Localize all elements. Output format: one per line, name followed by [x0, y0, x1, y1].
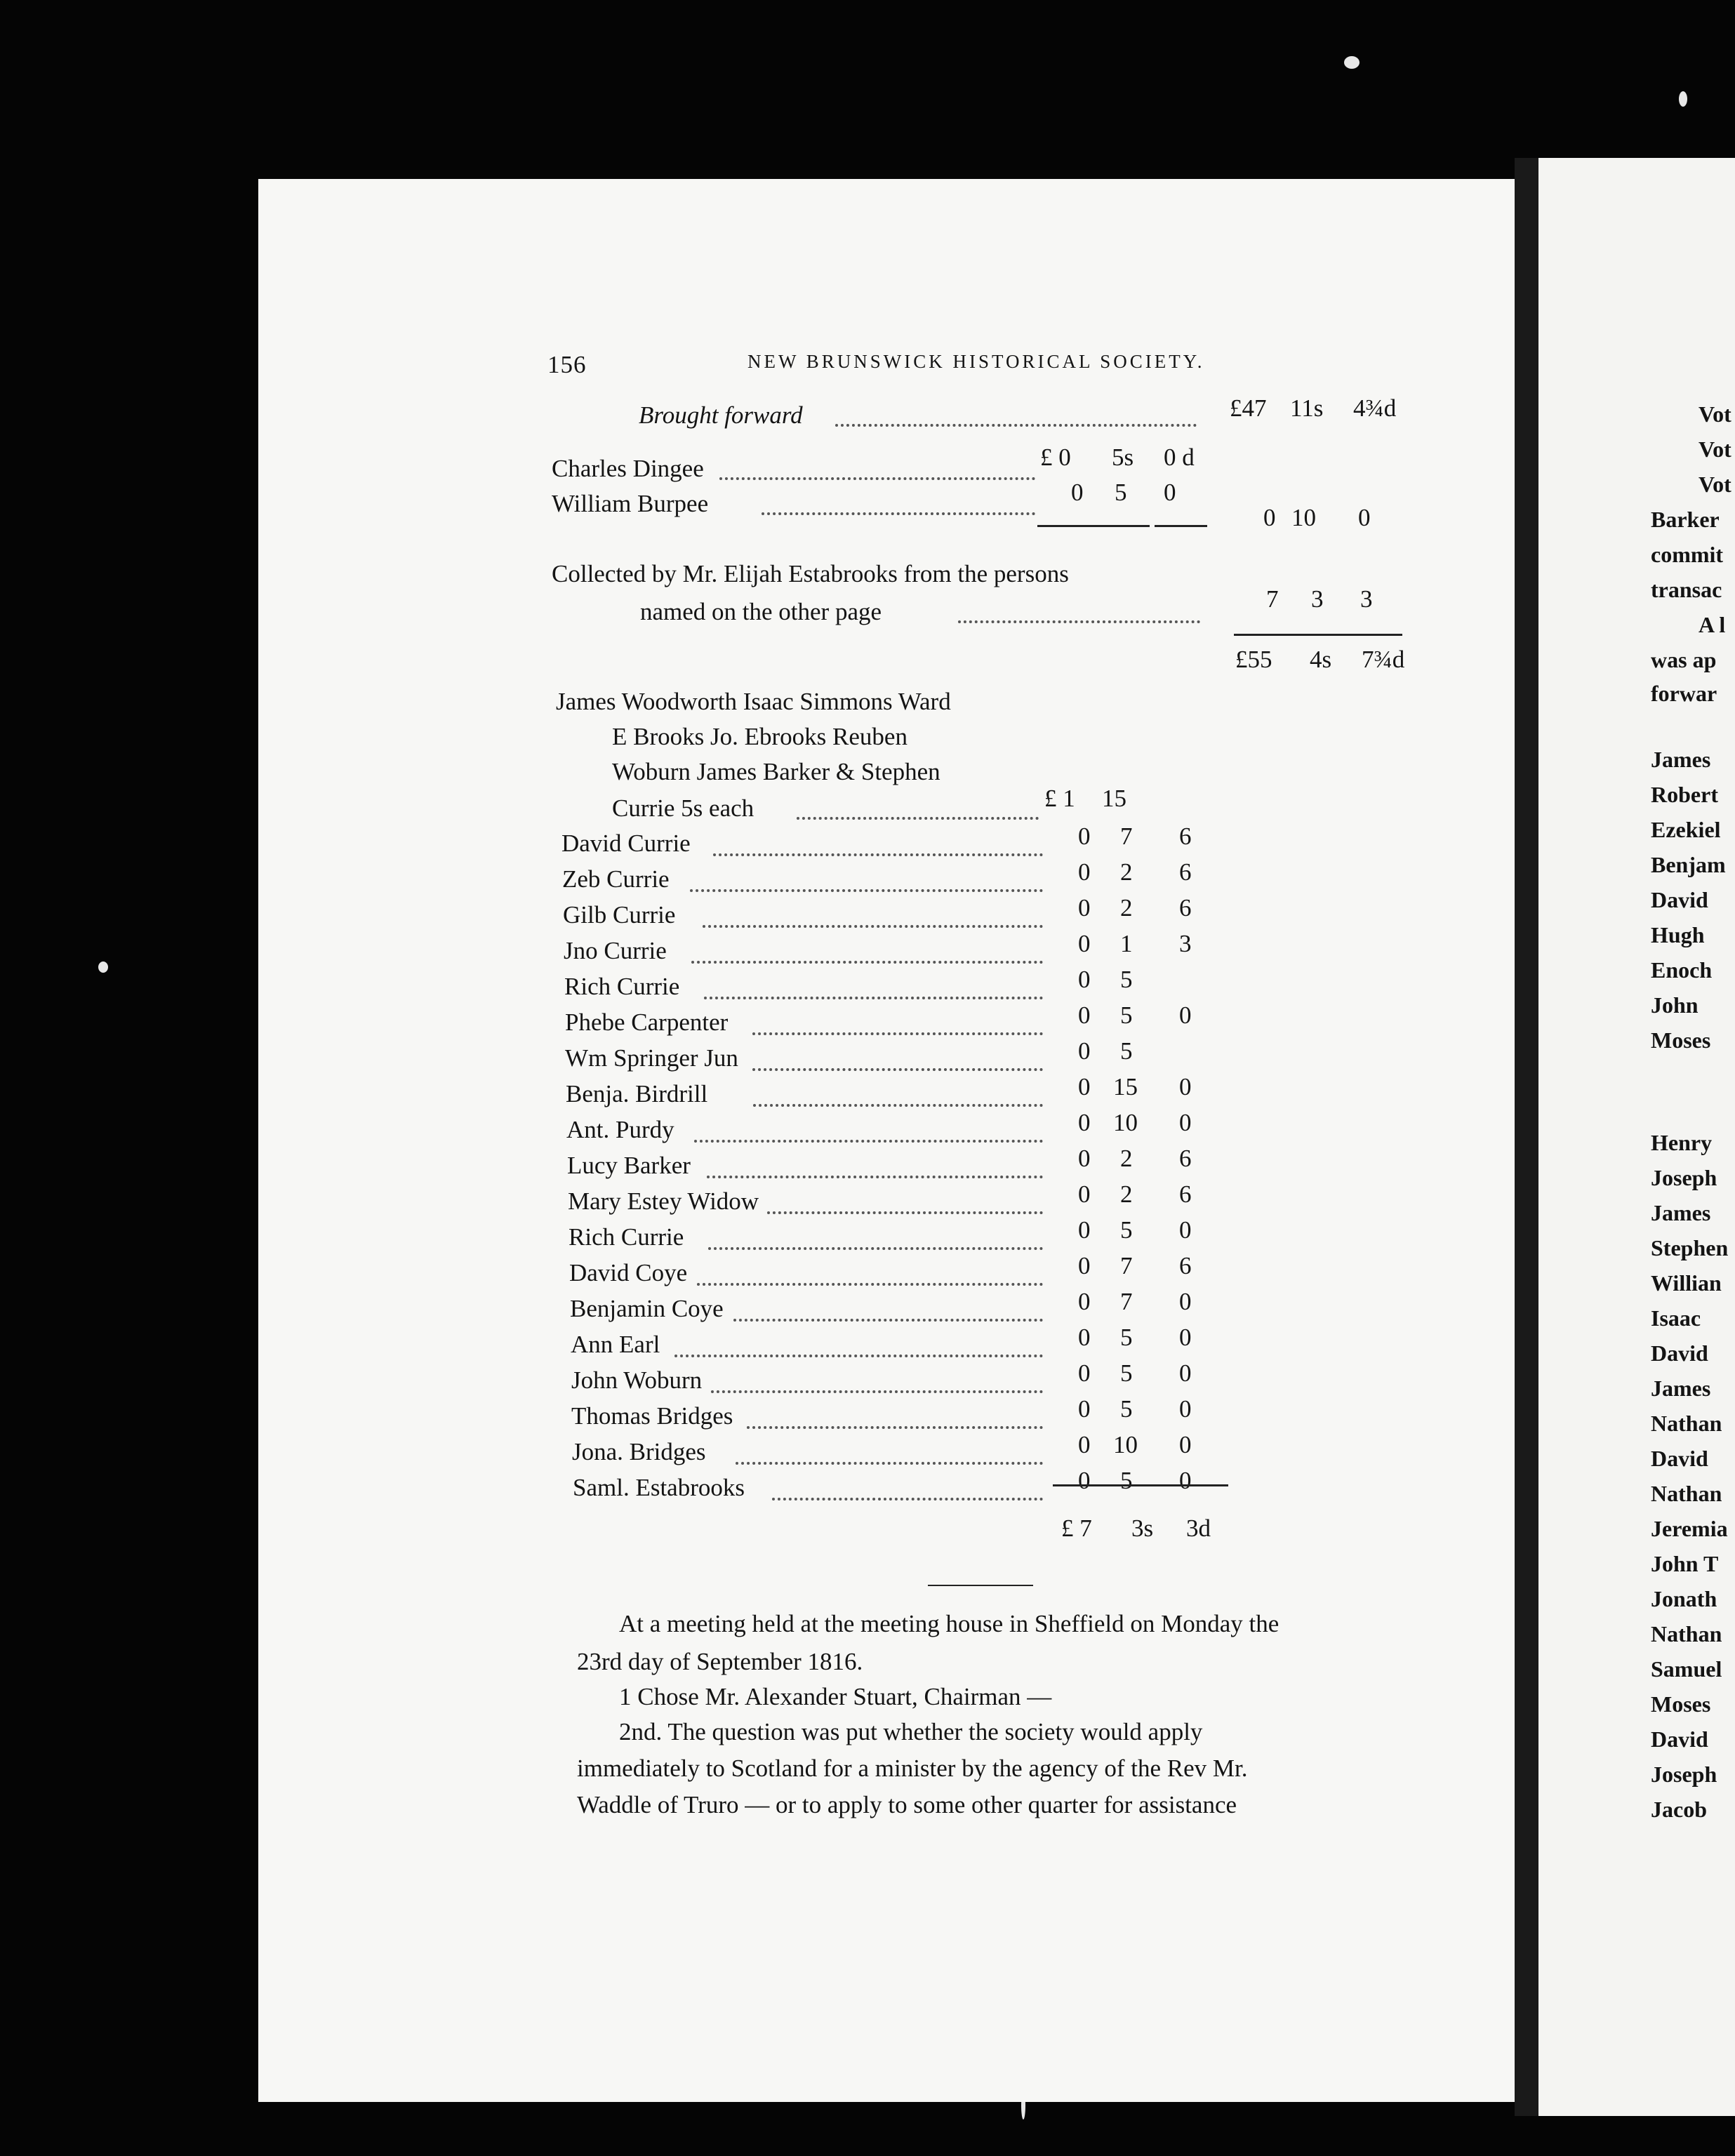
leader-dots: [707, 1176, 1043, 1178]
subscriber-pounds: 0: [1078, 1431, 1091, 1458]
group-shillings: 15: [1102, 785, 1126, 812]
facing-page-line: Isaac: [1651, 1305, 1701, 1331]
total-pounds: £55: [1235, 646, 1272, 673]
subscriber-pence: 6: [1179, 858, 1192, 886]
subscriber-shillings: 5: [1120, 1395, 1133, 1423]
subscriber-pence: 6: [1179, 1145, 1192, 1172]
brought-forward-shillings: 11s: [1290, 394, 1324, 422]
leader-dots: [733, 1319, 1043, 1322]
subscriber-shillings: 7: [1120, 1252, 1133, 1279]
subscriber-shillings: 10: [1113, 1109, 1138, 1136]
facing-page-line: Nathan: [1651, 1411, 1722, 1436]
subscriber-shillings: 2: [1120, 858, 1133, 886]
subscriber-shillings: 2: [1120, 894, 1133, 921]
facing-page-line: David: [1651, 1446, 1708, 1471]
facing-page-line: Willian: [1651, 1270, 1722, 1296]
subscriber-pounds: 0: [1078, 858, 1091, 886]
subscriber-pence: 0: [1179, 1395, 1192, 1423]
subscriber-shillings: 7: [1120, 1288, 1133, 1315]
subscriber-pence: 0: [1179, 1431, 1192, 1458]
facing-page-line: Benjam: [1651, 852, 1726, 877]
facing-page-line: Henry: [1651, 1130, 1713, 1155]
subscriber-shillings: 5: [1120, 1216, 1133, 1244]
subscriber-pence: 0: [1179, 1359, 1192, 1387]
subscriber-name: David Currie: [561, 830, 691, 857]
subtotal-pence: 0: [1358, 504, 1371, 531]
running-title: NEW BRUNSWICK HISTORICAL SOCIETY.: [747, 351, 1205, 372]
subscriber-name: Ann Earl: [571, 1331, 660, 1358]
facing-page-line: David: [1651, 1340, 1708, 1366]
facing-page-line: transac: [1651, 577, 1722, 602]
leader-dots: [719, 477, 1035, 480]
subscriber-pounds: 0: [1078, 1216, 1091, 1244]
facing-page-line: Nathan: [1651, 1621, 1722, 1646]
subscriber-name: Ant. Purdy: [566, 1116, 674, 1143]
summary-row-pence: 0: [1164, 479, 1176, 506]
facing-page-line: Barker: [1651, 507, 1720, 532]
subscriber-shillings: 2: [1120, 1180, 1133, 1208]
leader-dots: [713, 853, 1043, 856]
subscriber-name: Lucy Barker: [567, 1152, 691, 1179]
subscriber-pence: 0: [1179, 1109, 1192, 1136]
subscriber-name: Phebe Carpenter: [565, 1009, 729, 1036]
subscriber-pence: 6: [1179, 1180, 1192, 1208]
subscriber-name: John Woburn: [571, 1366, 703, 1394]
subscriber-shillings: 2: [1120, 1145, 1133, 1172]
scan-speck: [98, 961, 108, 973]
subscriber-name: David Coye: [569, 1259, 688, 1286]
subscriber-shillings: 10: [1113, 1431, 1138, 1458]
facing-page-line: Joseph: [1651, 1165, 1717, 1190]
subscriber-shillings: 7: [1120, 823, 1133, 850]
section-divider: [928, 1585, 1033, 1586]
leader-dots: [797, 817, 1039, 820]
minutes-line: At a meeting held at the meeting house in Sheffield on Monday the: [619, 1610, 1279, 1637]
subscriber-name: Gilb Currie: [563, 901, 676, 929]
subscriber-shillings: 15: [1113, 1073, 1138, 1100]
minutes-line: 2nd. The question was put whether the society would apply: [619, 1718, 1203, 1745]
facing-page-line: James: [1651, 1200, 1711, 1225]
group-line: James Woodworth Isaac Simmons Ward: [556, 688, 951, 715]
leader-dots: [767, 1211, 1043, 1214]
subscriber-shillings: 5: [1120, 1467, 1133, 1494]
facing-page-line: A l: [1699, 612, 1726, 637]
list-total-pounds: £ 7: [1061, 1515, 1092, 1542]
facing-page-line: James: [1651, 1376, 1711, 1401]
subscriber-pounds: 0: [1078, 930, 1091, 957]
facing-page-line: Jonath: [1651, 1586, 1717, 1611]
subscriber-name: Jona. Bridges: [572, 1438, 706, 1465]
subscriber-pounds: 0: [1078, 1467, 1091, 1494]
minutes-line: 23rd day of September 1816.: [577, 1648, 863, 1675]
subscriber-pence: 0: [1179, 1216, 1192, 1244]
facing-page-line: Ezekiel: [1651, 817, 1721, 842]
subscriber-pounds: 0: [1078, 1002, 1091, 1029]
facing-page-line: Moses: [1651, 1691, 1711, 1717]
subscriber-pounds: 0: [1078, 966, 1091, 993]
leader-dots: [711, 1390, 1043, 1393]
subscriber-name: Jno Currie: [564, 937, 667, 964]
subscriber-pounds: 0: [1078, 1324, 1091, 1351]
facing-page-line: Nathan: [1651, 1481, 1722, 1506]
facing-page-line: Jeremia: [1651, 1516, 1728, 1541]
leader-dots: [762, 512, 1035, 515]
subscriber-pounds: 0: [1078, 1145, 1091, 1172]
minutes-line: 1 Chose Mr. Alexander Stuart, Chairman —: [619, 1683, 1052, 1710]
page-number: 156: [547, 351, 587, 378]
summary-row-name: Charles Dingee: [552, 455, 704, 482]
facing-page-line: David: [1651, 1726, 1708, 1752]
list-total-pence: 3d: [1186, 1515, 1211, 1542]
total-shillings: 4s: [1310, 646, 1332, 673]
leader-dots: [747, 1426, 1043, 1429]
subscriber-pounds: 0: [1078, 894, 1091, 921]
subscriber-pence: 3: [1179, 930, 1192, 957]
group-line: Currie 5s each: [612, 794, 755, 822]
subscriber-pence: 6: [1179, 823, 1192, 850]
subscriber-name: Saml. Estabrooks: [573, 1474, 745, 1501]
summary-row-pence: 0 d: [1164, 444, 1195, 471]
subscriber-pence: 0: [1179, 1002, 1192, 1029]
subscriber-pounds: 0: [1078, 1395, 1091, 1423]
leader-dots: [708, 1247, 1043, 1250]
leader-dots: [752, 1068, 1043, 1071]
leader-dots: [752, 1032, 1043, 1035]
total-pence: 7¾d: [1362, 646, 1405, 673]
leader-dots: [704, 997, 1043, 999]
subscriber-name: Benjamin Coye: [570, 1295, 724, 1322]
facing-page-line: Vot: [1699, 437, 1731, 462]
subscriber-pence: 0: [1179, 1288, 1192, 1315]
facing-page-line: Vot: [1699, 472, 1731, 497]
facing-page-line: Enoch: [1651, 957, 1713, 983]
subtotal-pounds: 0: [1263, 504, 1276, 531]
collected-note-continued: named on the other page: [640, 598, 882, 625]
summary-row-name: William Burpee: [552, 490, 709, 517]
summary-row-shillings: 5: [1115, 479, 1127, 506]
facing-page-line: Joseph: [1651, 1762, 1717, 1787]
leader-dots: [753, 1104, 1043, 1107]
leader-dots: [674, 1355, 1043, 1357]
leader-dots: [772, 1498, 1043, 1500]
brought-forward-label: Brought forward: [639, 401, 803, 429]
leader-dots: [958, 620, 1200, 623]
facing-page-line: commit: [1651, 542, 1724, 567]
sum-rule: [1053, 1484, 1228, 1486]
facing-page-line: Robert: [1651, 782, 1718, 807]
collected-shillings: 3: [1311, 585, 1324, 613]
subscriber-name: Thomas Bridges: [571, 1402, 733, 1430]
subscriber-pounds: 0: [1078, 1073, 1091, 1100]
subscriber-pounds: 0: [1078, 1109, 1091, 1136]
subscriber-shillings: 5: [1120, 1002, 1133, 1029]
leader-dots: [694, 1140, 1043, 1143]
subscriber-pounds: 0: [1078, 1037, 1091, 1065]
facing-page-line: Stephen: [1651, 1235, 1729, 1260]
subscriber-pounds: 0: [1078, 1180, 1091, 1208]
subscriber-shillings: 5: [1120, 1324, 1133, 1351]
subscriber-pounds: 0: [1078, 1288, 1091, 1315]
leader-dots: [690, 889, 1043, 892]
facing-page-line: forwar: [1651, 681, 1717, 706]
facing-page-line: Moses: [1651, 1027, 1711, 1053]
subscriber-pence: 0: [1179, 1324, 1192, 1351]
facing-page-line: Jacob: [1651, 1797, 1707, 1822]
subscriber-shillings: 5: [1120, 1037, 1133, 1065]
collected-pounds: 7: [1266, 585, 1279, 613]
subscriber-name: Rich Currie: [564, 973, 680, 1000]
group-line: Woburn James Barker & Stephen: [612, 758, 940, 785]
subscriber-shillings: 5: [1120, 966, 1133, 993]
scan-speck: [1679, 91, 1687, 107]
subscriber-pence: 0: [1179, 1073, 1192, 1100]
minutes-line: immediately to Scotland for a minister by the agency of the Rev Mr.: [577, 1755, 1248, 1782]
summary-row-pounds: 0: [1071, 479, 1084, 506]
subscriber-name: Rich Currie: [569, 1223, 684, 1251]
sum-rule: [1234, 634, 1402, 636]
facing-page-line: was ap: [1651, 647, 1717, 672]
group-line: E Brooks Jo. Ebrooks Reuben: [612, 723, 908, 750]
sum-rule: [1037, 525, 1150, 527]
minutes-line: Waddle of Truro — or to apply to some other quarter for assistance: [577, 1791, 1237, 1818]
subscriber-pounds: 0: [1078, 1359, 1091, 1387]
collected-note: Collected by Mr. Elijah Estabrooks from the persons: [552, 560, 1069, 587]
list-total-shillings: 3s: [1131, 1515, 1154, 1542]
subscriber-name: Zeb Currie: [562, 865, 670, 893]
facing-page-line: James: [1651, 747, 1711, 772]
subscriber-name: Wm Springer Jun: [565, 1044, 738, 1072]
subscriber-pounds: 0: [1078, 823, 1091, 850]
subscriber-pence: 0: [1179, 1467, 1192, 1494]
group-pounds: £ 1: [1044, 785, 1075, 812]
subscriber-pence: 6: [1179, 894, 1192, 921]
facing-page-line: John: [1651, 992, 1699, 1018]
leader-dots: [697, 1283, 1043, 1286]
subscriber-shillings: 1: [1120, 930, 1133, 957]
scan-speck: [1344, 56, 1360, 69]
subscriber-name: Benja. Birdrill: [566, 1080, 708, 1107]
subscriber-pence: 6: [1179, 1252, 1192, 1279]
subtotal-shillings: 10: [1291, 504, 1316, 531]
brought-forward-pounds: £47: [1230, 394, 1267, 422]
facing-page-line: Vot: [1699, 401, 1731, 427]
leader-dots: [835, 424, 1197, 427]
summary-row-shillings: 5s: [1112, 444, 1134, 471]
facing-page-line: David: [1651, 887, 1708, 912]
sum-rule: [1155, 525, 1207, 527]
leader-dots: [703, 925, 1043, 928]
brought-forward-pence: 4¾d: [1353, 394, 1397, 422]
facing-page-line: Hugh: [1651, 922, 1705, 947]
summary-row-pounds: £ 0: [1040, 444, 1071, 471]
leader-dots: [736, 1462, 1043, 1465]
facing-page-line: Samuel: [1651, 1656, 1722, 1682]
subscriber-pounds: 0: [1078, 1252, 1091, 1279]
facing-page-line: John T: [1651, 1551, 1719, 1576]
subscriber-shillings: 5: [1120, 1359, 1133, 1387]
leader-dots: [691, 961, 1043, 964]
subscriber-name: Mary Estey Widow: [568, 1187, 759, 1215]
collected-pence: 3: [1360, 585, 1373, 613]
